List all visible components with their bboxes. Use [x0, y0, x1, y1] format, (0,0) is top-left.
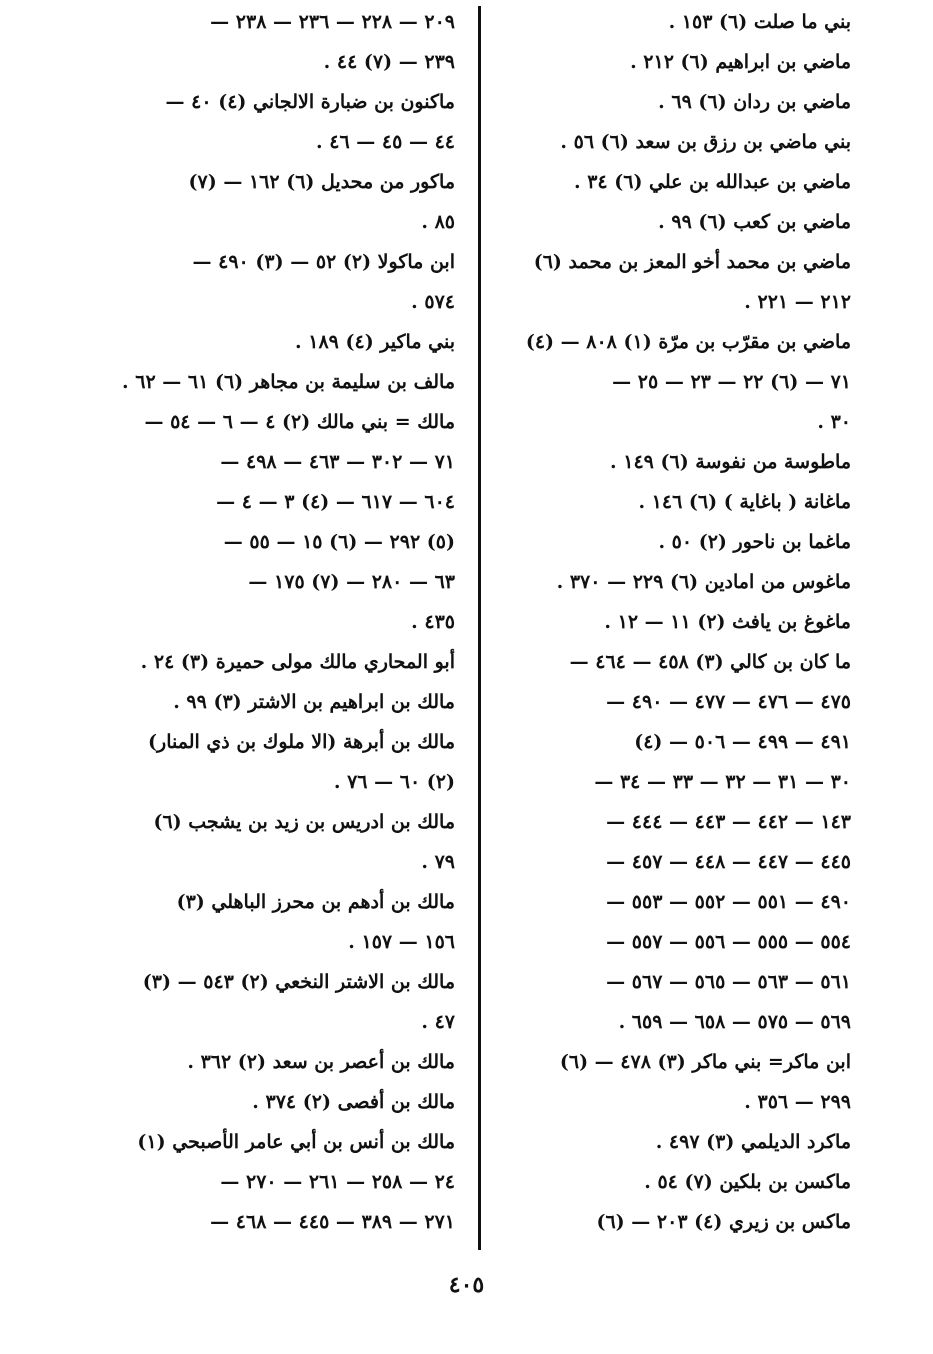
- left-column-line: ٦٣ — ٢٨٠ — (٧) ١٧٥ —: [248, 571, 455, 593]
- left-column-line: (٢) ٦٠ — ٧٦ .: [333, 771, 455, 793]
- left-column-line: ٥٧٤ .: [411, 291, 455, 313]
- left-column-line: أبو المحاري مالك مولى حميرة (٣) ٢٤ .: [140, 651, 455, 673]
- page-number: ٤٠٥: [448, 1272, 485, 1298]
- left-column-line: ٦٠٤ — ٦١٧ — (٤) ٣ — ٤ —: [216, 491, 455, 513]
- right-column-line: ماضي بن محمد أخو المعز بن محمد (٦): [533, 251, 851, 273]
- right-column-line: بني ماضي بن رزق بن سعد (٦) ٥٦ .: [560, 131, 851, 153]
- right-column-line: ماغوس من امادين (٦) ٢٢٩ — ٣٧٠ .: [556, 571, 851, 593]
- right-column-line: ماضي بن عبدالله بن علي (٦) ٣٤ .: [573, 171, 851, 193]
- right-column-line: ٤٧٥ — ٤٧٦ — ٤٧٧ — ٤٩٠ —: [606, 691, 851, 713]
- left-column: [95, 0, 455, 1260]
- left-column-line: مالك بن أدهم بن محرز الباهلي (٣): [176, 891, 455, 913]
- column-divider: [478, 6, 481, 1250]
- right-column-line: ٣٠ .: [817, 411, 851, 433]
- left-column-line: بني ماكير (٤) ١٨٩ .: [295, 331, 455, 353]
- right-column: [509, 0, 851, 1260]
- left-column-line: (٥) ٢٩٢ — (٦) ١٥ — ٥٥ —: [223, 531, 455, 553]
- left-column-line: مالك بن ادريس بن زيد بن يشجب (٦): [153, 811, 455, 833]
- right-column-line: ٤٤٥ — ٤٤٧ — ٤٤٨ — ٤٥٧ —: [606, 851, 851, 873]
- right-column-line: ٤٩٠ — ٥٥١ — ٥٥٢ — ٥٥٣ —: [606, 891, 851, 913]
- right-column-line: ٢٩٩ — ٣٥٦ .: [744, 1091, 851, 1113]
- left-column-line: ٢٧١ — ٣٨٩ — ٤٤٥ — ٤٦٨ —: [210, 1211, 455, 1233]
- right-column-line: ماغانة ( باغاية ) (٦) ١٤٦ .: [638, 491, 851, 513]
- left-column-line: ٤٤ — ٤٥ — ٤٦ .: [316, 131, 455, 153]
- right-column-line: ماضي بن مقرّب بن مرّة (١) ٨٠٨ — (٤): [525, 331, 851, 353]
- right-column-line: ٢١٢ — ٢٢١ .: [744, 291, 851, 313]
- left-column-line: ٤٧ .: [421, 1011, 455, 1033]
- right-column-line: ٧١ — (٦) ٢٢ — ٢٣ — ٢٥ —: [612, 371, 851, 393]
- right-column-line: ماطوسة من نفوسة (٦) ١٤٩ .: [610, 451, 851, 473]
- left-column-line: مالف بن سليمة بن مجاهر (٦) ٦١ — ٦٢ .: [122, 371, 455, 393]
- right-column-line: بني ما صلت (٦) ١٥٣ .: [668, 11, 851, 33]
- left-column-line: ماكنون بن ضبارة الالجاني (٤) ٤٠ —: [165, 91, 455, 113]
- left-column-line: ٧٩ .: [421, 851, 455, 873]
- right-column-line: ماضي بن ردان (٦) ٦٩ .: [658, 91, 851, 113]
- left-column-line: مالك بن أبرهة (الا ملوك بن ذي المنار): [148, 731, 455, 753]
- right-column-line: ماضي بن ابراهيم (٦) ٢١٢ .: [630, 51, 851, 73]
- left-column-line: ٧١ — ٣٠٢ — ٤٦٣ — ٤٩٨ —: [220, 451, 455, 473]
- left-column-line: مالك بن أفصى (٢) ٣٧٤ .: [252, 1091, 455, 1113]
- right-column-line: ماغما بن ناحور (٢) ٥٠ .: [658, 531, 851, 553]
- right-column-line: ماكرد الديلمي (٣) ٤٩٧ .: [655, 1131, 851, 1153]
- right-column-line: ماكسن بن بلكين (٧) ٥٤ .: [644, 1171, 851, 1193]
- left-column-line: ابن ماكولا (٢) ٥٢ — (٣) ٤٩٠ —: [192, 251, 455, 273]
- right-column-line: ١٤٣ — ٤٤٢ — ٤٤٣ — ٤٤٤ —: [606, 811, 851, 833]
- left-column-line: مالك بن أنس بن أبي عامر الأصبحي (١): [137, 1131, 455, 1153]
- right-column-line: ماكس بن زيري (٤) ٢٠٣ — (٦): [596, 1211, 851, 1233]
- left-column-line: ٤٣٥ .: [411, 611, 455, 633]
- left-column-line: مالك بن الاشتر النخعي (٢) ٥٤٣ — (٣): [142, 971, 455, 993]
- right-column-line: ابن ماكر= بني ماكر (٣) ٤٧٨ — (٦): [559, 1051, 851, 1073]
- left-column-line: مالك بن ابراهيم بن الاشتر (٣) ٩٩ .: [173, 691, 455, 713]
- left-column-line: ماكور من محديل (٦) ١٦٢ — (٧): [188, 171, 455, 193]
- right-column-line: ٤٩١ — ٤٩٩ — ٥٠٦ — (٤): [634, 731, 851, 753]
- left-column-line: ٨٥ .: [421, 211, 455, 233]
- left-column-line: مالك = بني مالك (٢) ٤ — ٦ — ٥٤ —: [144, 411, 455, 433]
- right-column-line: ماغوغ بن يافث (٢) ١١ — ١٢ .: [604, 611, 851, 633]
- right-column-line: ٥٦١ — ٥٦٣ — ٥٦٥ — ٥٦٧ —: [606, 971, 851, 993]
- left-column-line: ٢٣٩ — (٧) ٤٤ .: [323, 51, 455, 73]
- right-column-line: ماضي بن كعب (٦) ٩٩ .: [658, 211, 851, 233]
- right-column-line: ٣٠ — ٣١ — ٣٢ — ٣٣ — ٣٤ —: [594, 771, 851, 793]
- left-column-line: ١٥٦ — ١٥٧ .: [348, 931, 455, 953]
- left-column-line: مالك بن أعصر بن سعد (٢) ٣٦٢ .: [187, 1051, 455, 1073]
- right-column-line: ٥٥٤ — ٥٥٥ — ٥٥٦ — ٥٥٧ —: [606, 931, 851, 953]
- right-column-line: ٥٦٩ — ٥٧٥ — ٦٥٨ — ٦٥٩ .: [618, 1011, 851, 1033]
- right-column-line: ما كان بن كالي (٣) ٤٥٨ — ٤٦٤ —: [569, 651, 851, 673]
- left-column-line: ٢٠٩ — ٢٢٨ — ٢٣٦ — ٢٣٨ —: [210, 11, 455, 33]
- left-column-line: ٢٤ — ٢٥٨ — ٢٦١ — ٢٧٠ —: [220, 1171, 455, 1193]
